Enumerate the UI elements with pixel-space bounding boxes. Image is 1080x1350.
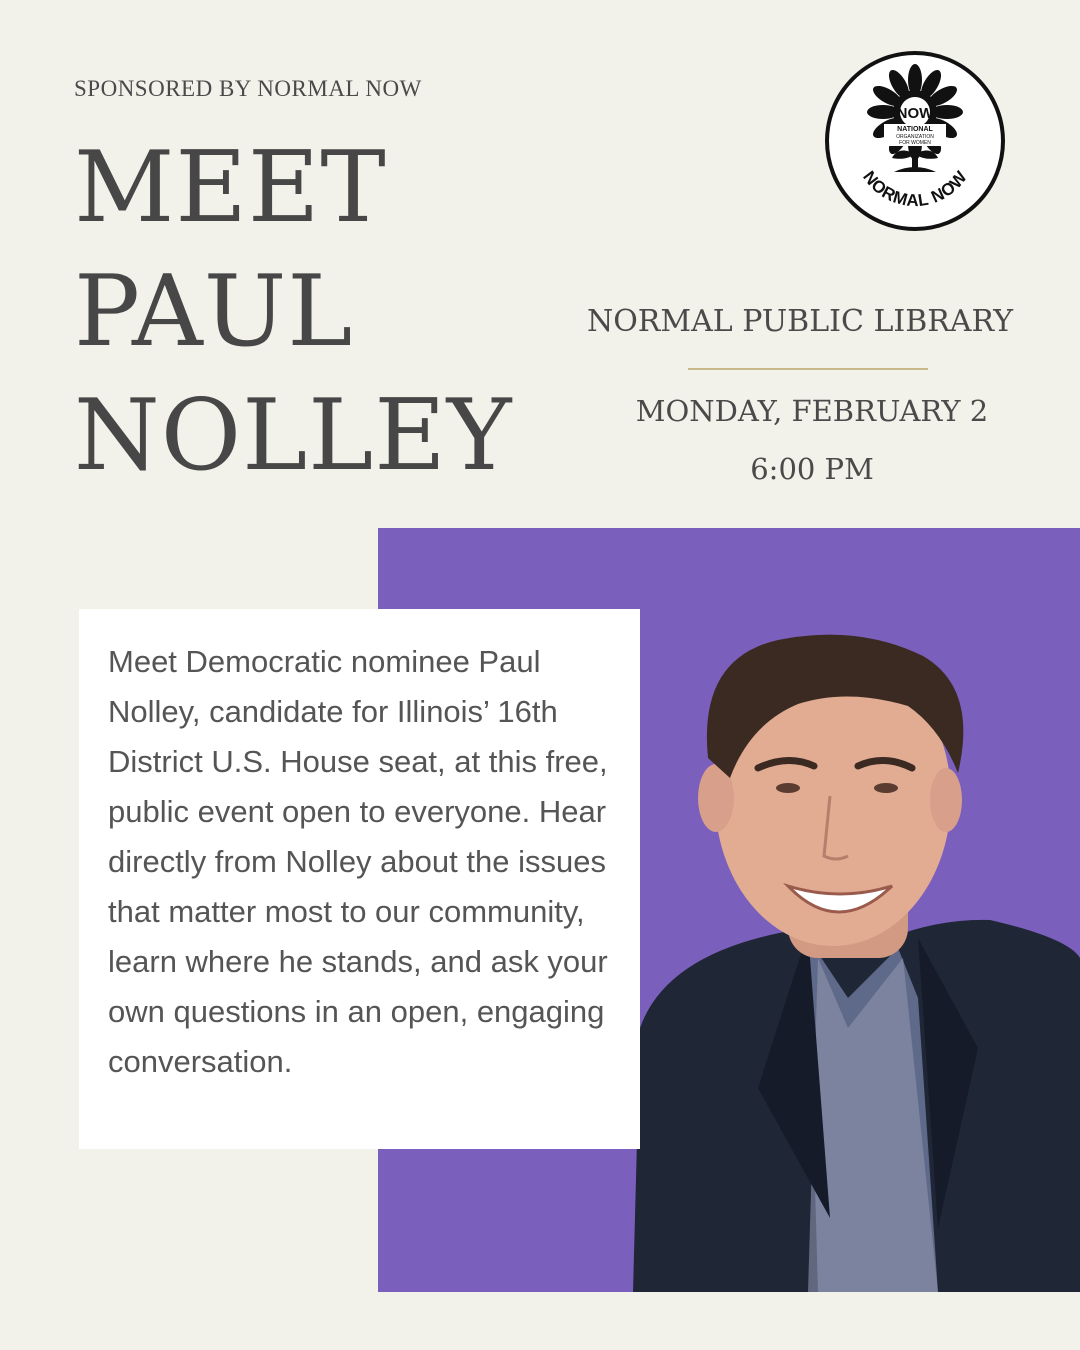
event-time: 6:00 PM	[750, 452, 874, 486]
event-date: MONDAY, FEBRUARY 2	[635, 394, 989, 428]
description-card	[79, 609, 640, 1149]
headline-line-1: MEET	[74, 131, 387, 245]
headline-line-3: NOLLEY	[74, 379, 513, 493]
normal-now-logo-icon	[824, 50, 1006, 232]
headline	[74, 126, 512, 498]
logo-small-text-2: ORGANIZATION	[896, 134, 934, 140]
logo-monogram: NOW	[896, 105, 934, 122]
logo-small-text-3: FOR WOMEN	[899, 140, 931, 146]
gold-divider	[688, 368, 928, 370]
event-description: Meet Democratic nominee Paul Nolley, candidate for Illinois’ 16th District U.S. House seat, at this free, public event open to everyone. Hear directly from Nolley about the issues that matter most to our community, learn where he stands, and ask your own questions in an open, engaging conversation.	[108, 644, 608, 1079]
logo-small-text-1: NATIONAL	[897, 126, 933, 133]
logo-ring-text: NORMAL NOW	[859, 167, 971, 211]
sponsor-line: SPONSORED BY NORMAL NOW	[74, 76, 422, 101]
event-venue: NORMAL PUBLIC LIBRARY	[586, 304, 1014, 339]
headline-line-2: PAUL	[74, 255, 354, 369]
